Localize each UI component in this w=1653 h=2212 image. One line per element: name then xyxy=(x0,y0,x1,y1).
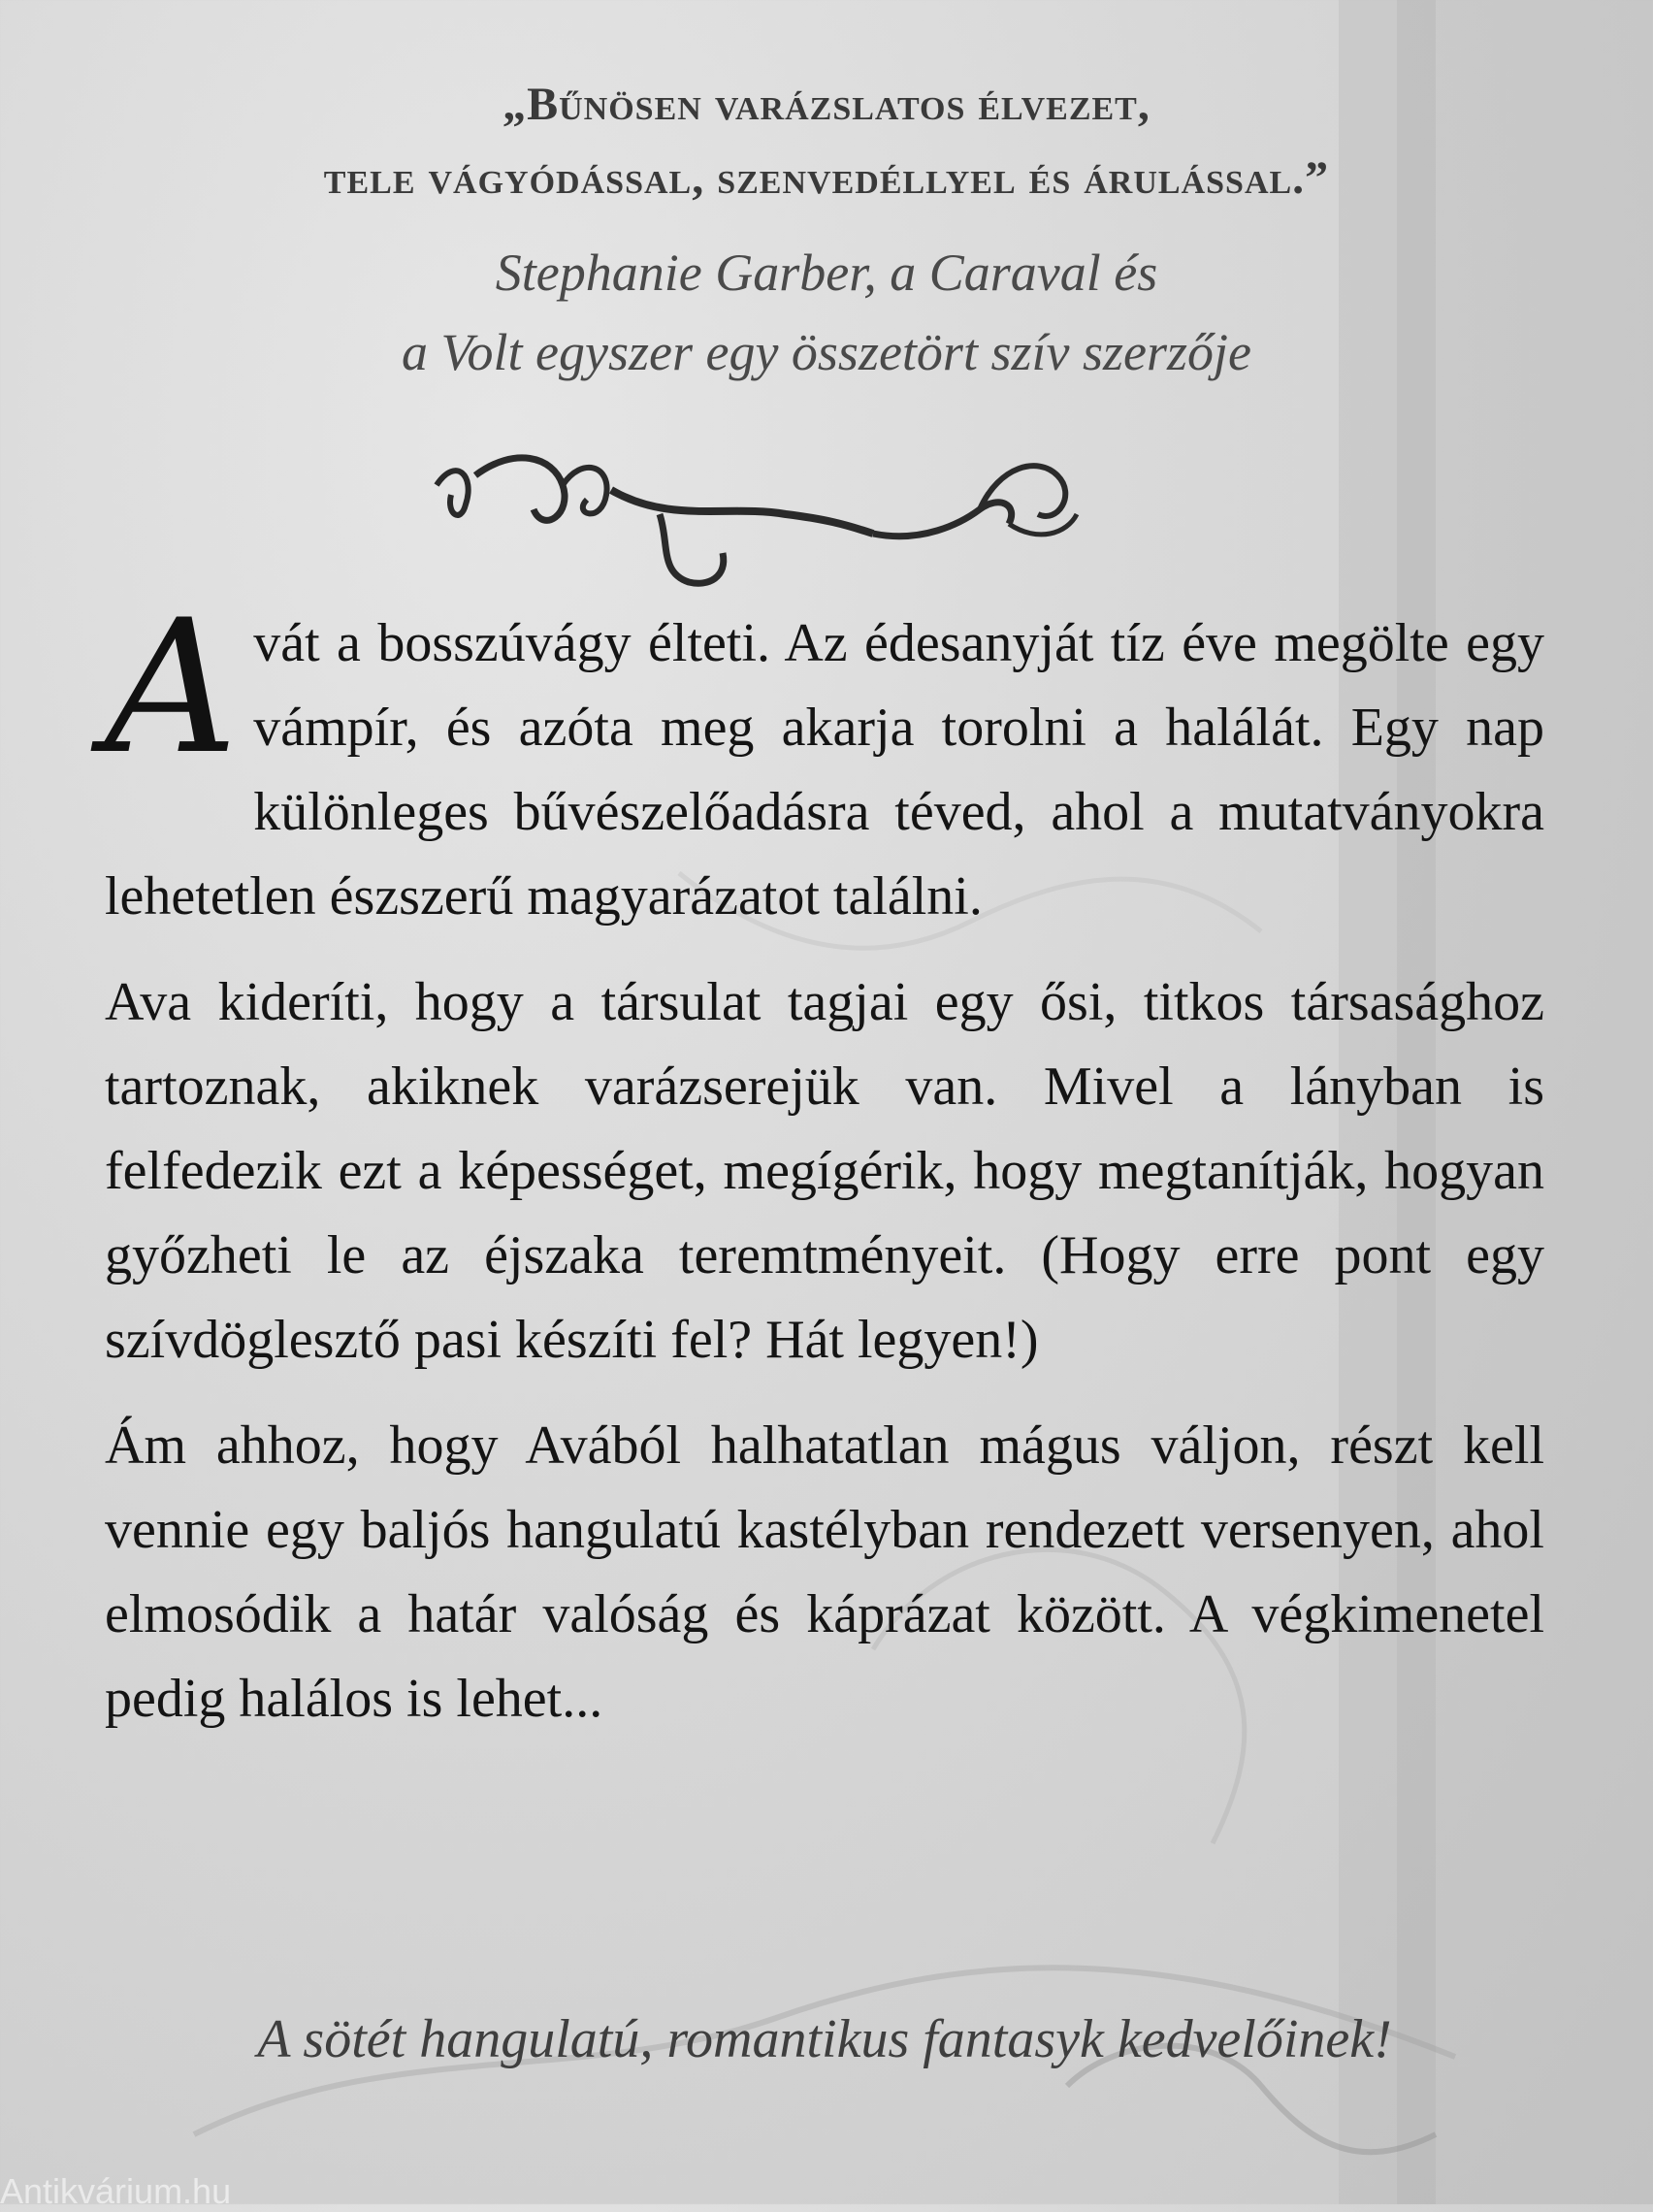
flourish-divider-icon xyxy=(417,417,1096,602)
attribution-line-2: a Volt egyszer egy összetört szív szerzője xyxy=(402,323,1251,381)
quote-attribution xyxy=(0,233,1653,392)
paragraph-1-text: vát a bosszúvágy élteti. Az édesanyját tíz éve megölte egy vámpír, és azóta meg akarja torolni a halálát. Egy nap különleges bűvészelőadásra téved, ahol a mutatványokra lehetetlen észszerű magyarázatot találni. xyxy=(105,613,1544,927)
quote-line-2: tele vágyódással, szenvedéllyel és árulással.” xyxy=(323,152,1330,204)
paragraph-1 xyxy=(105,580,1544,939)
paragraph-3: Ám ahhoz, hogy Avából halhatatlan mágus váljon, részt kell vennie egy baljós hangulatú kastélyban rendezett versenyen, ahol elmosódik a határ valóság és káprázat között. A végkimenetel pedig halálos is lehet... xyxy=(105,1415,1544,1729)
watermark: Antikvárium.hu xyxy=(0,2171,232,2211)
quote-line-1: „Bűnösen varázslatos élvezet, xyxy=(502,79,1151,130)
closing-tagline: A sötét hangulatú, romantikus fantasyk kedvelőinek! xyxy=(257,2009,1392,2069)
praise-quote xyxy=(0,68,1653,215)
book-description xyxy=(105,580,1544,1763)
paragraph-2: Ava kideríti, hogy a társulat tagjai egy ősi, titkos társasághoz tartoznak, akiknek varázserejük van. Mivel a lányban is felfedezik ezt a képességet, megígérik, hogy megtanítják, hogyan győzheti le az éjszaka teremtményeit. (Hogy erre pont egy szívdöglesztő pasi készíti fel? Hát legyen!) xyxy=(105,972,1544,1370)
drop-cap-letter: A xyxy=(105,580,239,795)
attribution-line-1: Stephanie Garber, a Caraval és xyxy=(495,244,1158,302)
